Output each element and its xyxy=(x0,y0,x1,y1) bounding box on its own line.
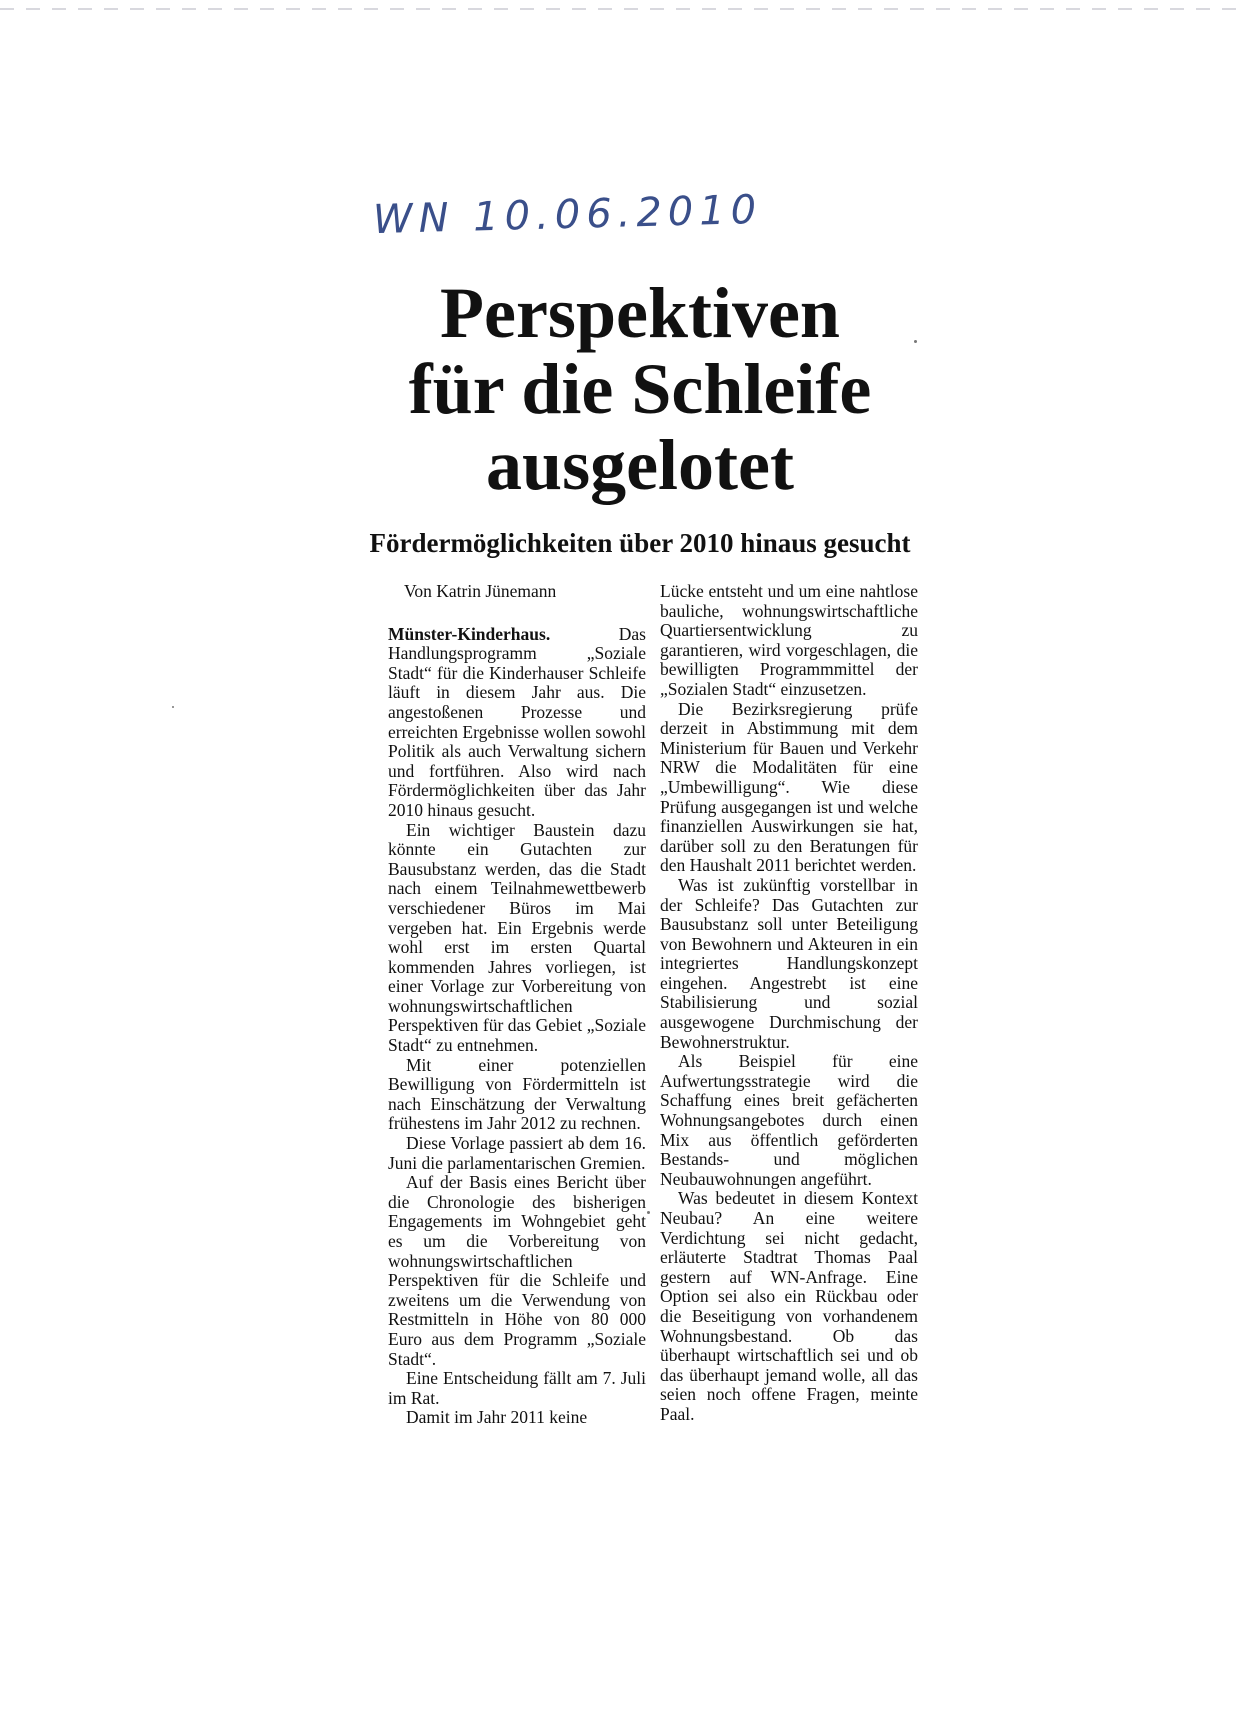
author-byline: Von Katrin Jünemann xyxy=(404,581,557,601)
article-column-left xyxy=(388,582,646,1428)
article-paragraph: Was bedeutet in diesem Kontext Neubau? An eine weitere Verdichtung sei nicht gedacht, erläuterte Stadtrat Thomas Paal gestern auf WN-Anfrage. Eine Option sei also ein Rückbau oder die Beseitigung von vorhandenem Wohnungsbestand. Ob das überhaupt wirtschaftlich sei und ob das überhaupt jemand wolle, all das seien noch offene Fragen, meinte Paal. xyxy=(660,1188,918,1424)
article-paragraph: Diese Vorlage passiert ab dem 16. Juni die parlamentarischen Gremien. xyxy=(388,1133,646,1173)
article-paragraph: Ein wichtiger Baustein dazu könnte ein Gutachten zur Bausubstanz werden, das die Stadt nach einem Teilnahmewettbewerb verschiedener Büros im Mai vergeben hat. Ein Ergebnis werde wohl erst im ersten Quartal kommenden Jahres vorliegen, ist einer Vorlage zur Vorbereitung von wohnungswirtschaftlichen Perspektiven für das Gebiet „Soziale Stadt“ zu entnehmen. xyxy=(388,819,646,1056)
article-paragraph: Die Bezirksregierung prüfe derzeit in Abstimmung mit dem Ministerium für Bauen und Verkehr NRW die Modalitäten für eine „Umbewilligung“. Wie diese Prüfung ausgegangen ist und welche finanziellen Auswirkungen sie hat, darüber soll zu den Beratungen für den Haushalt 2011 berichtet werden. xyxy=(660,698,918,876)
scan-edge-line xyxy=(0,8,1240,10)
headline-line-1: Perspektiven xyxy=(440,273,840,353)
scan-speck xyxy=(172,706,174,708)
article-column-right xyxy=(660,582,918,1425)
article-subheadline: Fördermöglichkeiten über 2010 hinaus gesucht xyxy=(369,528,911,558)
article-paragraph: Was ist zukünftig vorstellbar in der Schleife? Das Gutachten zur Bausubstanz soll unter Beteiligung von Bewohnern und Akteuren in ein integriertes Handlungskonzept eingehen. Angestrebt ist eine Stabilisierung und sozial ausgewogene Durchmischung der Bewohnerstruktur. xyxy=(660,874,918,1052)
article-paragraph: Lücke entsteht und um eine nahtlose bauliche, wohnungswirtschaftliche Quartiersentwicklung zu garantieren, wird vorgeschlagen, die bewilligten Programmmittel der „Sozialen Stadt“ einzusetzen. xyxy=(660,581,918,699)
headline-line-3: ausgelotet xyxy=(486,425,794,505)
paragraph-text: Das Handlungsprogramm „Soziale Stadt“ für die Kinderhauser Schleife läuft in diesem Jahr aus. Die angestoßenen Prozesse und erreichten Ergebnisse wollen sowohl Politik als auch Verwaltung sichern und fortführen. Also wird nach Fördermöglichkeiten über das Jahr 2010 hinaus gesucht. xyxy=(388,623,646,820)
scan-speck xyxy=(647,1211,650,1214)
article-headline xyxy=(340,275,940,503)
headline-line-2: für die Schleife xyxy=(408,349,872,429)
article-paragraph: Mit einer potenziellen Bewilligung von Fördermitteln ist nach Einschätzung der Verwaltung frühestens im Jahr 2012 zu rechnen. xyxy=(388,1054,646,1134)
article-paragraph: Auf der Basis eines Bericht über die Chronologie des bisherigen Engagements im Wohngebiet geht es um die Vorbereitung von wohnungswirtschaftlichen Perspektiven für die Schleife und zweitens um die Verwendung von Restmitteln in Höhe von 80 000 Euro aus dem Programm „Soziale Stadt“. xyxy=(388,1172,646,1369)
article-paragraph xyxy=(388,625,646,821)
scan-speck xyxy=(914,340,917,343)
handwritten-date-note: WN 10.06.2010 xyxy=(372,186,763,244)
article-paragraph: Damit im Jahr 2011 keine xyxy=(406,1407,588,1428)
dateline: Münster-Kinderhaus. xyxy=(388,623,551,644)
article-paragraph: Eine Entscheidung fällt am 7. Juli im Rat. xyxy=(388,1368,646,1408)
article-paragraph: Als Beispiel für eine Aufwertungsstrategie wird die Schaffung eines breit gefächerten Wohnungsangebotes durch einen Mix aus öffentlich geförderten Bestands- und möglichen Neubauwohnungen angeführt. xyxy=(660,1051,918,1189)
